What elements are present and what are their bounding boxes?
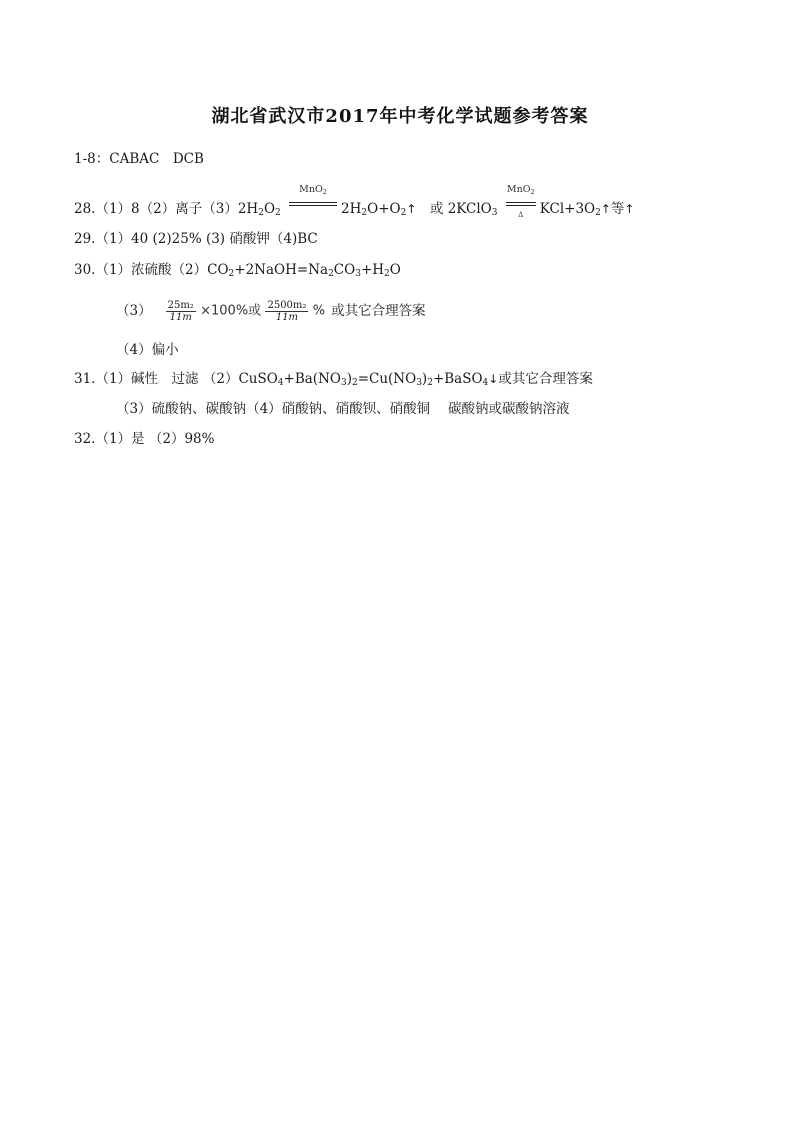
fraction-numerator: 25m₂ [167,300,194,312]
gas-arrow-icon: ↑ [624,202,635,216]
fraction-denominator: 11m [169,312,192,324]
q28-text: O [263,201,276,217]
equals-bar [506,202,536,203]
precipitate-arrow-icon: ↓ [488,372,499,386]
q31-text: +BaSO [432,371,483,387]
gas-arrow-icon: ↑ [406,202,417,216]
page-title: 湖北省武汉市2017年中考化学试题参考答案 [211,106,589,127]
fraction-2 [265,300,308,323]
q30-sub: 2 [328,269,334,279]
q30-text: O [389,262,401,278]
q30-text: 30.（1）浓硫酸（2）CO [74,262,229,278]
catalyst-sub: 2 [530,188,535,196]
q31-text: ) [421,371,428,387]
q31-sub: 2 [427,378,433,388]
q31-text: =Cu(NO [357,371,417,387]
q28-text: KCl+3O [539,201,596,217]
fraction-1 [166,300,196,323]
q31-text: 或其它合理答案 [498,371,593,387]
q31-text: +Ba(NO [283,371,341,387]
answer-line-31 [74,370,593,388]
q31-sub: 4 [482,378,489,388]
catalyst-sub: 2 [322,188,327,196]
answer-line-32: 32.（1）是 （2）98% [74,431,215,447]
answer-line-30-3 [116,296,426,327]
formula-image [166,296,325,327]
answer-line-31-3: （3）硫酸钠、碳酸钠（4）硝酸钠、硝酸钡、硝酸铜 碳酸钠或碳酸钠溶液 [116,401,570,417]
q30-3-tail: 或其它合理答案 [331,303,426,319]
q31-sub: 3 [416,378,422,388]
q28-sub: 2 [595,208,601,218]
q28-sub: 2 [275,208,281,218]
equals-bar [289,205,337,206]
q28-text: 2H [341,201,362,217]
q28-sub: 2 [361,208,368,218]
q30-text: +2NaOH=Na [234,262,329,278]
percent-sign: % [312,303,326,319]
q28-sub: 2 [258,208,264,218]
fraction-denominator: 11m [275,312,299,324]
answer-line-29: 29.（1）40 (2)25% (3) 硝酸钾（4)BC [74,231,318,247]
heat-symbol: Δ [518,211,524,219]
q30-text: CO [333,262,356,278]
q28-text: O+O [367,201,401,217]
q28-text: 等 [610,201,625,217]
answer-line-28 [74,184,635,219]
q30-sub: 3 [355,269,361,279]
reaction-condition-mno2-heat [504,184,538,219]
q30-3-label: （3） [116,303,152,319]
catalyst-label: MnO [299,184,323,195]
q31-sub: 2 [351,378,358,388]
fraction-numerator: 2500m₂ [267,300,307,312]
q30-sub: 2 [384,269,390,279]
q30-sub: 2 [228,269,235,279]
reaction-condition-mno2 [287,184,339,216]
gas-arrow-icon: ↑ [600,202,611,216]
q28-text-1: 28.（1）8（2）离子（3）2H [74,201,259,217]
q31-text: ) [346,371,352,387]
formula-middle-text: ×100%或 [200,303,262,319]
q31-sub: 4 [277,378,284,388]
q31-text: 31.（1）碱性 过滤 （2）CuSO [74,371,278,387]
answer-line-1-8: 1-8：CABAC DCB [74,151,204,167]
answer-line-30-4: （4）偏小 [116,342,179,358]
equals-bar [289,202,337,203]
q28-sub: 3 [491,208,498,218]
q30-text: +H [360,262,385,278]
q28-sub: 2 [400,208,407,218]
answer-line-30 [74,261,401,279]
q31-sub: 3 [340,378,347,388]
q28-text: 或 2KClO [416,201,492,217]
catalyst-label: MnO [506,184,531,195]
